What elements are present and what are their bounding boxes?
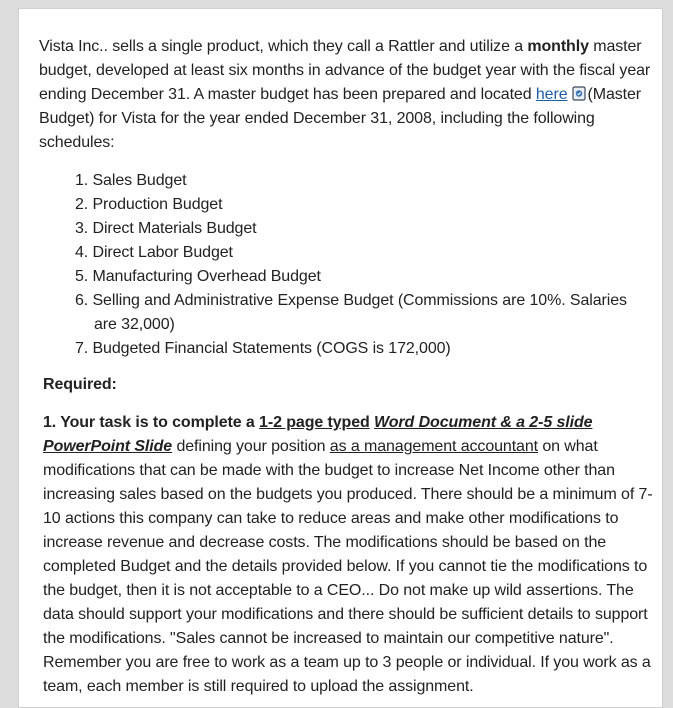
- schedule-list: [39, 169, 654, 361]
- schedule-item: 5. Manufacturing Overhead Budget: [75, 268, 321, 285]
- master-budget-link[interactable]: here: [535, 86, 568, 103]
- intro-text-1: Vista Inc.. sells a single product, which they call a Rattler and utilize a: [39, 38, 528, 55]
- task-paragraph: [43, 411, 654, 699]
- task-mid: defining your position: [172, 438, 330, 455]
- task-role: as a management accountant: [329, 438, 539, 455]
- task-rest: on what modifications that can be made with the budget to increase Net Income other than increasing sales based on the budgets you produced. There should be a minimum of 7-10 actions this company can take to reduce areas and make other modifications to increase revenue and decrease costs. The modifications should be based on the completed Budget and the details provided below. If you cannot tie the modifications to the budget, then it is not acceptable to a CEO... Do not make up wild assertions. The data should support your modifications and there should be sufficient details to support the modifications. "Sales cannot be increased to maintain our competitive nature". Remember you are free to work as a team up to 3 people or individual. If you work as a team, each member is still required to upload the assignment.: [43, 438, 653, 695]
- task-lead: 1. Your task is to complete a: [43, 414, 260, 431]
- question-content: [39, 35, 654, 699]
- schedule-item: 7. Budgeted Financial Statements (COGS is 172,000): [75, 340, 451, 357]
- schedule-item: 6. Selling and Administrative Expense Budget (Commissions are 10%. Salaries are 32,000): [75, 292, 627, 333]
- task-pages: 1-2 page typed: [259, 414, 370, 431]
- required-heading: Required:: [43, 376, 117, 393]
- task-deliverables: Word Document & a 2-5 slide PowerPoint Slide: [43, 414, 593, 455]
- intro-paragraph: [39, 35, 654, 155]
- intro-text-2: master budget, developed at least six months in advance of the budget year with the fiscal year ending December 31. A master budget has been prepared and located: [39, 38, 651, 103]
- schedule-item: 4. Direct Labor Budget: [75, 244, 233, 261]
- schedule-item: 3. Direct Materials Budget: [75, 220, 257, 237]
- schedule-item: 2. Production Budget: [75, 196, 223, 213]
- document-icon[interactable]: [572, 85, 586, 100]
- intro-bold-monthly: monthly: [527, 38, 589, 55]
- document-page: [18, 8, 663, 708]
- intro-text-3: (Master Budget) for Vista for the year ended December 31, 2008, including the following schedules:: [39, 86, 642, 151]
- schedule-item: 1. Sales Budget: [75, 172, 187, 189]
